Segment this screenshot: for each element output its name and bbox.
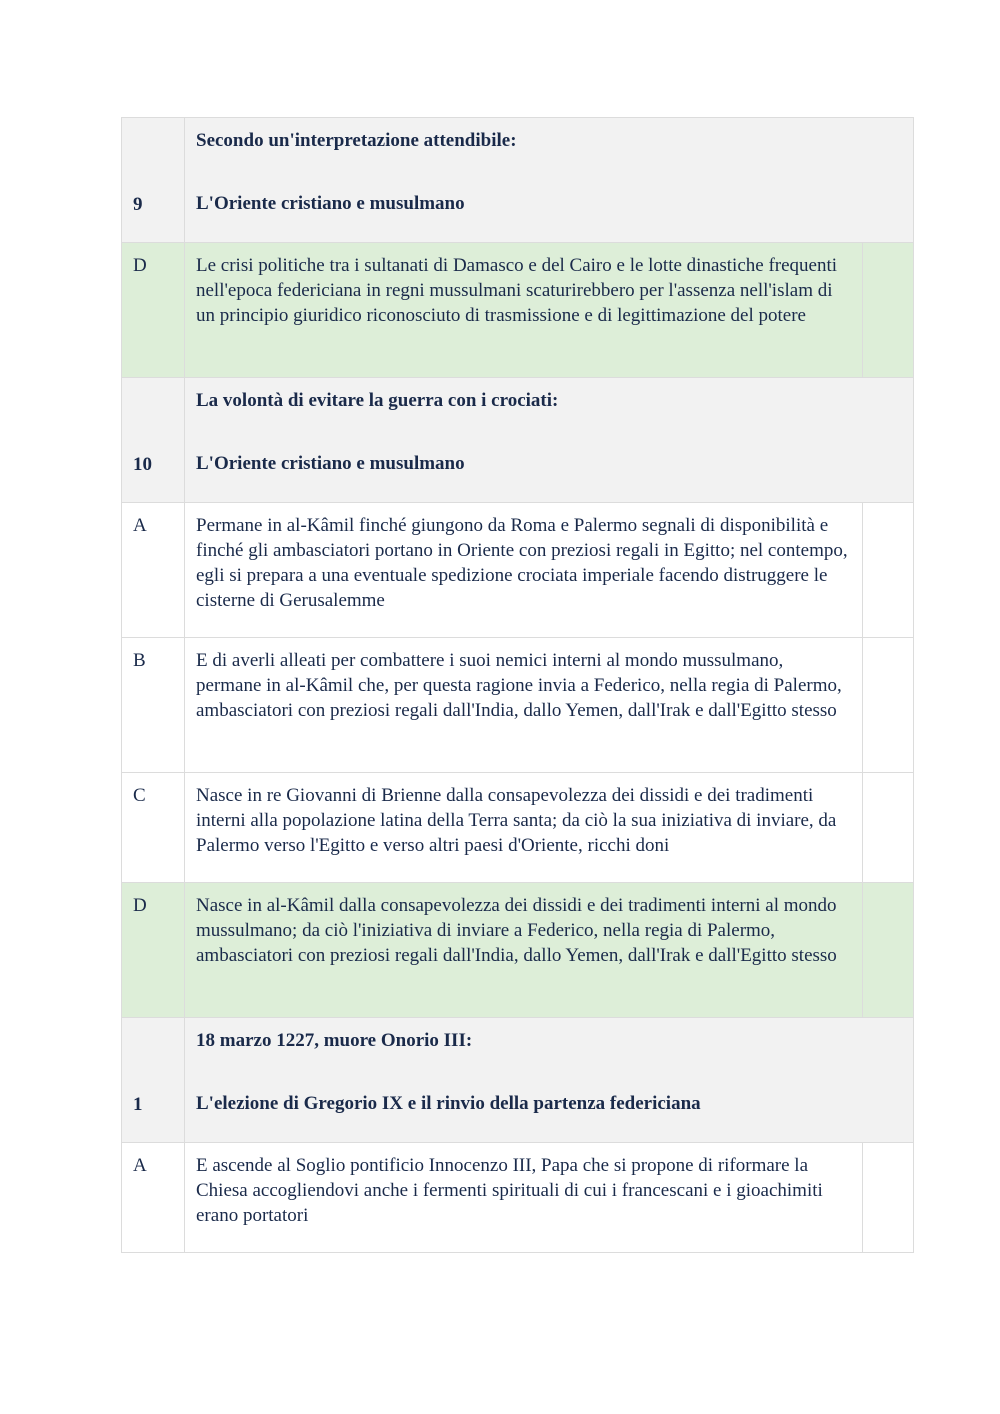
question-number: 1 [122, 1018, 185, 1143]
question-cell [185, 1018, 914, 1143]
answer-mark-cell [863, 883, 914, 1018]
answer-row-correct[interactable] [122, 883, 914, 1018]
answer-row[interactable] [122, 1143, 914, 1253]
answer-row[interactable] [122, 638, 914, 773]
answer-mark-cell [863, 773, 914, 883]
answer-mark-cell [863, 243, 914, 378]
answer-row[interactable] [122, 503, 914, 638]
answer-text: E di averli alleati per combattere i suoi nemici interni al mondo mussulmano, permane in al-Kâmil che, per questa ragione invia a Federico, nella regia di Palermo, ambasciatori con preziosi regali dall'India, dallo Yemen, dall'Irak e dall'Egitto stesso [185, 638, 863, 773]
answer-text: E ascende al Soglio pontificio Innocenzo III, Papa che si propone di riformare la Chiesa accogliendovi anche i fermenti spirituali di cui i francescani e i gioachimiti erano portatori [185, 1143, 863, 1253]
answer-text: Nasce in al-Kâmil dalla consapevolezza dei dissidi e dei tradimenti interni al mondo mussulmano; da ciò l'iniziativa di inviare a Federico, nella regia di Palermo, ambasciatori con preziosi regali dall'India, dallo Yemen, dall'Irak e dall'Egitto stesso [185, 883, 863, 1018]
question-row [122, 118, 914, 243]
answer-letter: A [122, 1143, 185, 1253]
question-cell [185, 378, 914, 503]
question-number: 9 [122, 118, 185, 243]
answer-letter: B [122, 638, 185, 773]
answer-row[interactable] [122, 773, 914, 883]
answer-text: Nasce in re Giovanni di Brienne dalla consapevolezza dei dissidi e dei tradimenti interni alla popolazione latina della Terra santa; da ciò la sua iniziativa di inviare, da Palermo verso l'Egitto e verso altri paesi d'Oriente, ricchi doni [185, 773, 863, 883]
question-row [122, 378, 914, 503]
question-number: 10 [122, 378, 185, 503]
answer-text: Le crisi politiche tra i sultanati di Damasco e del Cairo e le lotte dinastiche frequenti nell'epoca federiciana in regni mussulmani scaturirebbero per l'assenza nell'islam di un principio giuridico riconosciuto di trasmissione e di legittimazione del potere [185, 243, 863, 378]
question-cell [185, 118, 914, 243]
answer-mark-cell [863, 1143, 914, 1253]
question-prompt: Secondo un'interpretazione attendibile: [196, 130, 517, 151]
answer-letter: A [122, 503, 185, 638]
question-topic: L'Oriente cristiano e musulmano [196, 453, 465, 474]
answer-letter: D [122, 883, 185, 1018]
answer-mark-cell [863, 638, 914, 773]
question-row [122, 1018, 914, 1143]
quiz-table [121, 117, 914, 1253]
quiz-page [121, 117, 913, 1253]
answer-row-correct[interactable] [122, 243, 914, 378]
answer-text: Permane in al-Kâmil finché giungono da Roma e Palermo segnali di disponibilità e finché gli ambasciatori portano in Oriente con preziosi regali in Egitto; nel contempo, egli si prepara a una eventuale spedizione crociata imperiale facendo distruggere le cisterne di Gerusalemme [185, 503, 863, 638]
question-topic: L'Oriente cristiano e musulmano [196, 193, 465, 214]
question-prompt: La volontà di evitare la guerra con i crociati: [196, 390, 559, 411]
answer-letter: C [122, 773, 185, 883]
question-topic: L'elezione di Gregorio IX e il rinvio della partenza federiciana [196, 1093, 701, 1114]
answer-letter: D [122, 243, 185, 378]
answer-mark-cell [863, 503, 914, 638]
question-prompt: 18 marzo 1227, muore Onorio III: [196, 1030, 473, 1051]
